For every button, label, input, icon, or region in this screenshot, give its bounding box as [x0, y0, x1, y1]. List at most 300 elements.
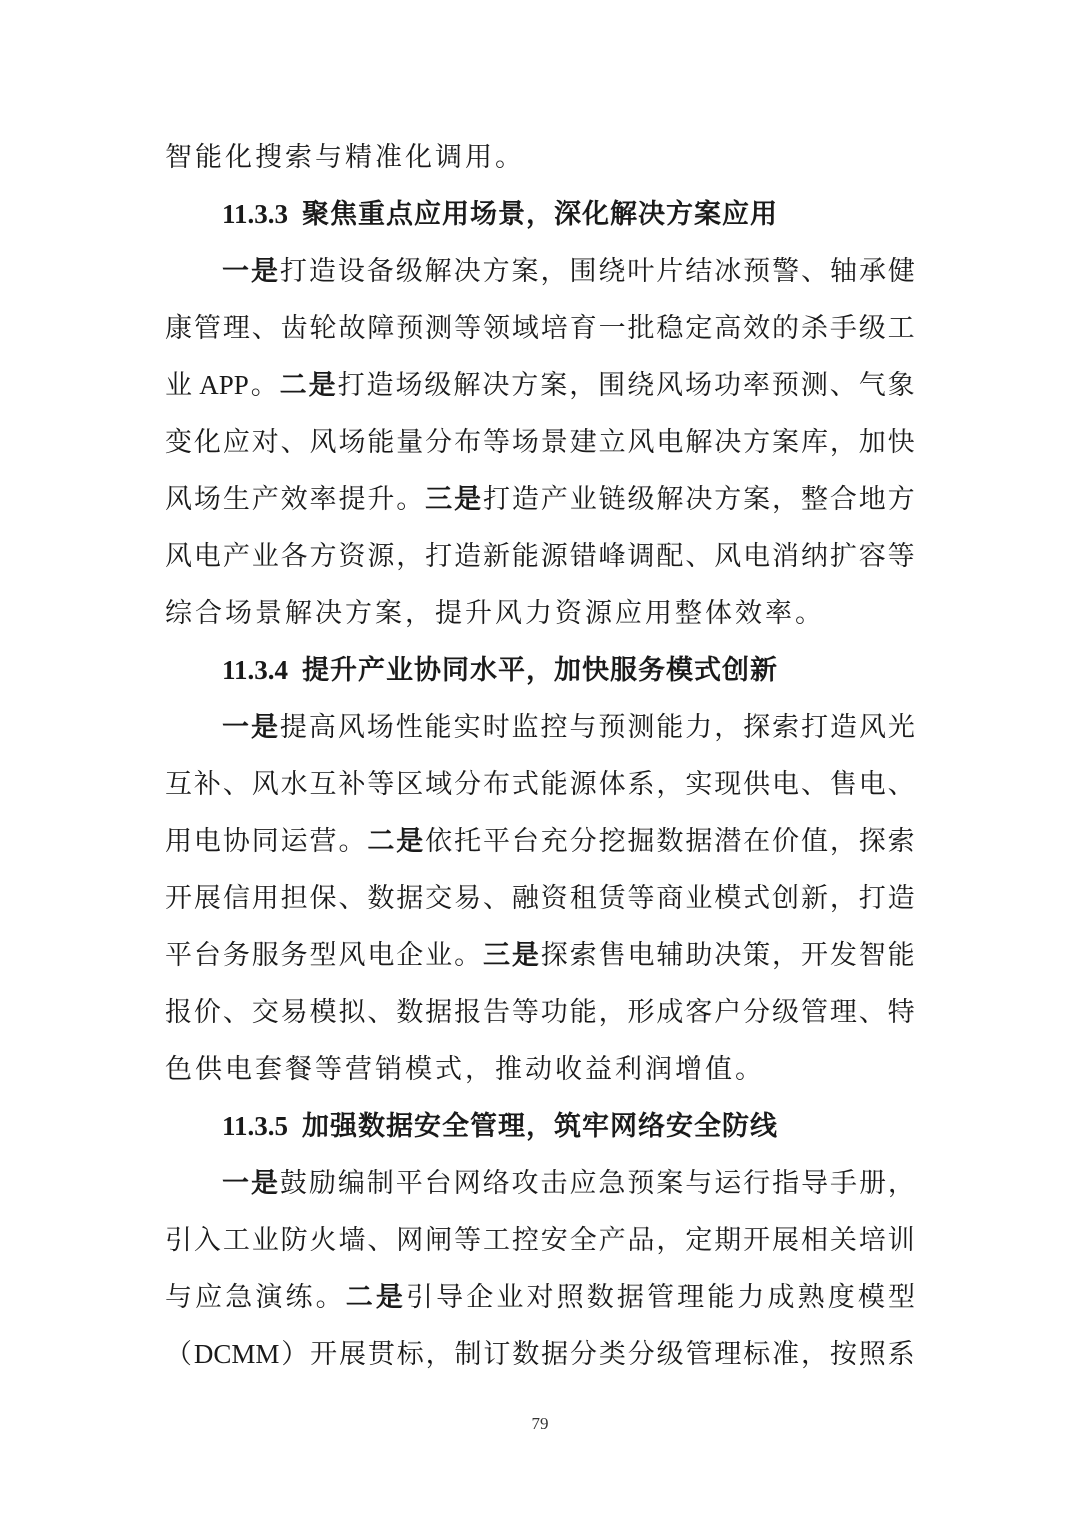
- text-char: 台: [424, 1168, 452, 1199]
- text-char: 。: [250, 370, 278, 401]
- text-char: 业: [251, 541, 279, 572]
- text-char: 能: [656, 712, 684, 743]
- text-char: 照: [556, 1282, 584, 1313]
- text-char: 供: [743, 769, 771, 800]
- text-char: ，: [772, 940, 800, 971]
- text-char: 据: [685, 826, 713, 857]
- text-char: 模: [309, 997, 337, 1028]
- text-char: 决: [685, 484, 713, 515]
- text-char: 培: [858, 1225, 886, 1256]
- text-char: ，: [829, 826, 857, 857]
- text-char: 据: [425, 997, 453, 1028]
- text-char: 攻: [511, 1168, 539, 1199]
- text-char: 能: [887, 940, 915, 971]
- text-char: 防: [280, 1225, 308, 1256]
- text-char: 制: [366, 1168, 394, 1199]
- text-char: 级: [395, 256, 423, 287]
- text-char: 关: [829, 1225, 857, 1256]
- text-char: 类: [598, 1339, 626, 1370]
- text-char: 区: [396, 769, 424, 800]
- text-char: 系: [887, 1339, 915, 1370]
- text-char: 加: [858, 427, 886, 458]
- text-char: 型: [888, 1282, 915, 1313]
- text-char: 风: [627, 427, 655, 458]
- text-char: 销: [375, 1054, 405, 1085]
- text-char: 式: [435, 1054, 465, 1085]
- text-char: 动: [525, 1054, 555, 1085]
- paragraph-line: [165, 243, 915, 300]
- text-char: 风: [714, 541, 742, 572]
- text-char: ，: [714, 712, 742, 743]
- text-char: 能: [424, 712, 452, 743]
- text-char: 探: [540, 940, 568, 971]
- text-char: 电: [627, 940, 655, 971]
- text-char: 电: [772, 769, 800, 800]
- text-char: 。: [454, 940, 482, 971]
- text-char: 提: [338, 484, 366, 515]
- text-char: 、: [801, 256, 829, 287]
- text-char: 与: [315, 142, 345, 173]
- text-char: 业: [251, 1225, 279, 1256]
- text-char: 准: [375, 142, 405, 173]
- text-char: 探: [743, 712, 771, 743]
- text-char: 。: [338, 826, 366, 857]
- text-char: 变: [165, 427, 192, 458]
- text-char: 升: [465, 598, 495, 629]
- text-char: 同: [251, 826, 279, 857]
- text-char: 分: [570, 1339, 598, 1370]
- paragraph-line: [165, 357, 915, 414]
- text-char: 订: [483, 1339, 511, 1370]
- emphasis-char: 一: [222, 1168, 249, 1199]
- text-char: 标: [743, 1339, 771, 1370]
- text-char: ，: [656, 769, 684, 800]
- text-char: 产: [598, 1225, 626, 1256]
- text-char: 探: [858, 826, 886, 857]
- text-char: 互: [165, 769, 192, 800]
- text-char: 风: [309, 427, 337, 458]
- text-char: 客: [685, 997, 713, 1028]
- text-char: 预: [627, 1168, 655, 1199]
- text-char: ，: [569, 370, 597, 401]
- text-char: ，: [801, 1339, 829, 1370]
- text-char: 润: [645, 1054, 675, 1085]
- text-char: 据: [616, 1282, 644, 1313]
- text-char: 管: [647, 1282, 674, 1313]
- text-char: 数: [367, 883, 395, 914]
- text-char: 案: [540, 370, 568, 401]
- emphasis-char: 是: [250, 712, 278, 743]
- text-char: 源: [569, 769, 597, 800]
- text-char: 场: [338, 427, 366, 458]
- text-char: 用: [645, 598, 675, 629]
- text-char: 数: [512, 1339, 540, 1370]
- paragraph-line: [165, 528, 915, 585]
- text-char: 导: [801, 1168, 829, 1199]
- text-char: 励: [308, 1168, 336, 1199]
- text-char: 成: [767, 1282, 795, 1313]
- text-char: 配: [656, 541, 684, 572]
- text-char: 分: [569, 826, 597, 857]
- text-char: ，: [829, 883, 857, 914]
- text-char: ）: [281, 1339, 309, 1370]
- text-char: 功: [540, 997, 568, 1028]
- text-char: 工: [222, 1225, 250, 1256]
- text-char: 拟: [338, 997, 366, 1028]
- text-char: 等: [454, 313, 482, 344]
- text-char: 索: [285, 142, 315, 173]
- text-char: 调: [435, 142, 465, 173]
- text-char: 搜: [255, 142, 285, 173]
- text-char: 分: [743, 997, 771, 1028]
- text-char: 数: [586, 1282, 614, 1313]
- text-char: 化: [405, 142, 435, 173]
- text-char: 实: [453, 712, 481, 743]
- text-char: 等: [887, 541, 915, 572]
- text-char: 预: [743, 256, 771, 287]
- text-char: 式: [511, 769, 539, 800]
- text-run: DCMM: [193, 1339, 280, 1369]
- text-char: 力: [737, 1282, 765, 1313]
- paragraph-line: [165, 1212, 915, 1269]
- text-char: 造: [830, 712, 858, 743]
- text-char: 分: [454, 769, 482, 800]
- text-char: 售: [598, 940, 626, 971]
- section-title: 聚焦重点应用场景，深化解决方案应用: [302, 199, 779, 230]
- text-char: 光: [887, 712, 915, 743]
- text-char: 打: [337, 370, 365, 401]
- text-char: 方: [714, 484, 742, 515]
- text-char: 熟: [797, 1282, 825, 1313]
- text-char: 等: [482, 427, 510, 458]
- text-char: 围: [598, 370, 626, 401]
- text-char: 协: [222, 826, 250, 857]
- text-char: 化: [225, 142, 255, 173]
- text-char: 练: [285, 1282, 313, 1313]
- text-char: 级: [627, 484, 655, 515]
- text-run: APP: [193, 370, 249, 400]
- text-char: 等: [367, 769, 395, 800]
- text-char: 击: [540, 1168, 568, 1199]
- text-char: 商: [656, 883, 684, 914]
- section-number: 11.3.4: [222, 655, 289, 685]
- text-char: 造: [366, 370, 394, 401]
- text-char: 全: [569, 1225, 597, 1256]
- text-char: 打: [801, 712, 829, 743]
- text-char: 入: [193, 1225, 221, 1256]
- text-char: 型: [309, 940, 337, 971]
- text-char: （: [165, 1339, 192, 1370]
- text-char: 、: [338, 883, 366, 914]
- text-char: 景: [255, 598, 285, 629]
- text-char: 管: [800, 997, 828, 1028]
- text-char: 与: [685, 1168, 713, 1199]
- section-title: 加强数据安全管理，筑牢网络安全防线: [302, 1111, 779, 1142]
- text-char: 品: [627, 1225, 655, 1256]
- text-char: 能: [707, 1282, 735, 1313]
- emphasis-char: 三: [482, 940, 510, 971]
- text-char: 在: [743, 826, 771, 857]
- text-char: 式: [743, 883, 771, 914]
- text-char: 手: [829, 313, 857, 344]
- text-char: 方: [743, 427, 771, 458]
- text-char: 系: [627, 769, 655, 800]
- text-char: 应: [195, 1282, 223, 1313]
- text-char: 台: [193, 940, 221, 971]
- text-char: ，: [396, 541, 424, 572]
- emphasis-char: 是: [250, 256, 278, 287]
- paragraph-line: [165, 471, 915, 528]
- text-char: 片: [656, 256, 684, 287]
- text-char: 业: [425, 940, 453, 971]
- paragraph-line: [165, 300, 915, 357]
- text-char: 解: [285, 598, 315, 629]
- text-char: 故: [338, 313, 366, 344]
- text-char: 工: [887, 313, 915, 344]
- text-char: 消: [772, 541, 800, 572]
- text-char: 链: [598, 484, 626, 515]
- text-char: 演: [255, 1282, 283, 1313]
- text-char: 对: [251, 427, 279, 458]
- text-char: 化: [193, 427, 221, 458]
- text-char: 结: [685, 256, 713, 287]
- text-char: 火: [309, 1225, 337, 1256]
- text-char: 导: [436, 1282, 464, 1313]
- text-char: 墙: [338, 1225, 366, 1256]
- emphasis-char: 是: [511, 940, 539, 971]
- text-char: 调: [627, 541, 655, 572]
- text-char: 的: [772, 313, 800, 344]
- text-char: 平: [395, 1168, 423, 1199]
- text-char: 场: [511, 427, 539, 458]
- text-char: 模: [405, 1054, 435, 1085]
- text-char: 电: [656, 427, 684, 458]
- paragraph-line: [165, 870, 915, 927]
- text-char: 源: [367, 541, 395, 572]
- text-char: 、: [685, 541, 713, 572]
- text-char: 据: [541, 1339, 569, 1370]
- text-char: 等: [511, 997, 539, 1028]
- emphasis-char: 是: [454, 484, 482, 515]
- text-char: 。: [795, 598, 825, 629]
- text-char: 务: [222, 940, 250, 971]
- text-char: 成: [656, 997, 684, 1028]
- text-char: 高: [714, 313, 742, 344]
- text-char: 电: [225, 1054, 255, 1085]
- text-char: 推: [495, 1054, 525, 1085]
- text-char: 打: [425, 541, 453, 572]
- text-char: 警: [772, 256, 800, 287]
- text-char: 色: [165, 1054, 195, 1085]
- text-char: 效: [743, 313, 771, 344]
- text-char: 各: [280, 541, 308, 572]
- text-char: 合: [195, 598, 225, 629]
- text-char: 报: [165, 997, 192, 1028]
- text-char: 、: [367, 1225, 395, 1256]
- paragraph-line: [165, 129, 915, 186]
- text-char: 新: [482, 541, 510, 572]
- text-char: 承: [858, 256, 886, 287]
- text-char: 决: [482, 370, 510, 401]
- text-char: 与: [569, 712, 597, 743]
- text-char: 决: [453, 256, 481, 287]
- text-char: 时: [482, 712, 510, 743]
- text-char: 场: [366, 712, 394, 743]
- text-char: 风: [165, 541, 192, 572]
- text-char: 决: [714, 940, 742, 971]
- text-char: 风: [251, 769, 279, 800]
- paragraph-line: [165, 585, 915, 642]
- text-char: 期: [714, 1225, 742, 1256]
- section-number: 11.3.5: [222, 1111, 289, 1141]
- paragraph-line: [165, 927, 915, 984]
- emphasis-char: 二: [279, 370, 307, 401]
- text-char: 度: [827, 1282, 855, 1313]
- text-char: 康: [165, 313, 192, 344]
- text-char: 、: [251, 313, 279, 344]
- text-char: 率: [765, 598, 795, 629]
- text-char: 风: [656, 370, 684, 401]
- text-char: 等: [627, 883, 655, 914]
- text-char: 等: [315, 1054, 345, 1085]
- text-char: 信: [222, 883, 250, 914]
- text-char: 报: [454, 997, 482, 1028]
- text-char: 价: [772, 826, 800, 857]
- text-char: 租: [569, 883, 597, 914]
- section-title: 提升产业协同水平，加快服务模式创新: [302, 655, 779, 686]
- text-char: 方: [482, 256, 510, 287]
- text-char: 运: [280, 826, 308, 857]
- text-char: 理: [222, 313, 250, 344]
- text-char: 掘: [627, 826, 655, 857]
- text-char: 综: [165, 598, 195, 629]
- paragraph-line: [165, 1155, 915, 1212]
- text-char: 指: [772, 1168, 800, 1199]
- text-char: 造: [308, 256, 336, 287]
- text-char: 赁: [598, 883, 626, 914]
- text-char: 电: [193, 826, 221, 857]
- text-char: 手: [830, 1168, 858, 1199]
- text-char: 围: [569, 256, 597, 287]
- text-char: 能: [367, 427, 395, 458]
- text-char: ，: [405, 598, 435, 629]
- text-char: 编: [337, 1168, 365, 1199]
- emphasis-char: 二: [345, 1282, 373, 1313]
- text-char: 快: [887, 427, 915, 458]
- text-char: 平: [482, 826, 510, 857]
- text-char: 场: [395, 370, 423, 401]
- text-char: 分: [425, 427, 453, 458]
- emphasis-char: 一: [222, 256, 249, 287]
- text-char: 用: [465, 142, 495, 173]
- text-char: 册: [858, 1168, 886, 1199]
- text-char: 业: [569, 484, 597, 515]
- text-char: 案: [772, 427, 800, 458]
- text-char: 解: [685, 427, 713, 458]
- text-char: 等: [454, 1225, 482, 1256]
- text-char: 充: [540, 826, 568, 857]
- paragraph-line: [165, 813, 915, 870]
- text-char: 营: [309, 826, 337, 857]
- text-char: 峰: [598, 541, 626, 572]
- text-char: 风: [165, 484, 192, 515]
- text-char: 务: [280, 940, 308, 971]
- emphasis-char: 一: [222, 712, 249, 743]
- paragraph-line: [165, 414, 915, 471]
- text-char: 决: [315, 598, 345, 629]
- text-char: 价: [193, 997, 221, 1028]
- text-char: 依: [425, 826, 453, 857]
- section-number: 11.3.3: [222, 199, 289, 229]
- text-char: 功: [713, 370, 741, 401]
- text-char: 纳: [800, 541, 828, 572]
- text-char: 业: [496, 1282, 524, 1313]
- text-char: 实: [685, 769, 713, 800]
- text-char: 值: [800, 826, 828, 857]
- text-char: 标: [396, 1339, 424, 1370]
- text-char: 造: [511, 484, 539, 515]
- text-char: 性: [395, 712, 423, 743]
- text-char: 用: [251, 883, 279, 914]
- text-char: 力: [685, 712, 713, 743]
- text-char: ，: [887, 1168, 915, 1199]
- text-char: 测: [800, 370, 828, 401]
- text-char: 整: [675, 598, 705, 629]
- text-char: 绕: [627, 370, 655, 401]
- emphasis-char: 三: [425, 484, 453, 515]
- text-char: 电: [193, 541, 221, 572]
- text-char: 解: [453, 370, 481, 401]
- text-char: 电: [743, 541, 771, 572]
- text-char: ，: [772, 484, 800, 515]
- text-char: 决: [714, 427, 742, 458]
- text-char: 扩: [829, 541, 857, 572]
- text-char: 管: [193, 313, 221, 344]
- emphasis-char: 二: [367, 826, 395, 857]
- text-char: 企: [466, 1282, 494, 1313]
- text-char: 风: [495, 598, 525, 629]
- text-char: 业: [685, 883, 713, 914]
- text-char: 稳: [656, 313, 684, 344]
- text-char: 测: [627, 712, 655, 743]
- text-char: 数: [396, 997, 424, 1028]
- text-char: 预: [598, 712, 626, 743]
- text-char: 开: [800, 940, 828, 971]
- section-heading: [165, 186, 915, 243]
- text-char: 担: [280, 883, 308, 914]
- text-char: 能: [195, 142, 225, 173]
- text-char: 级: [858, 313, 886, 344]
- text-char: 风: [858, 712, 886, 743]
- text-char: 据: [396, 883, 424, 914]
- text-char: 企: [396, 940, 424, 971]
- emphasis-char: 是: [250, 1168, 278, 1199]
- text-char: 相: [800, 1225, 828, 1256]
- text-char: 生: [222, 484, 250, 515]
- text-char: 水: [280, 769, 308, 800]
- text-char: 建: [569, 427, 597, 458]
- text-char: 策: [743, 940, 771, 971]
- text-char: 电: [367, 940, 395, 971]
- text-char: 升: [367, 484, 395, 515]
- text-char: 台: [511, 826, 539, 857]
- text-char: 智: [858, 940, 886, 971]
- text-char: 托: [454, 826, 482, 857]
- text-char: 对: [526, 1282, 554, 1313]
- text-char: 交: [251, 997, 279, 1028]
- text-char: 气: [858, 370, 886, 401]
- text-char: 新: [800, 883, 828, 914]
